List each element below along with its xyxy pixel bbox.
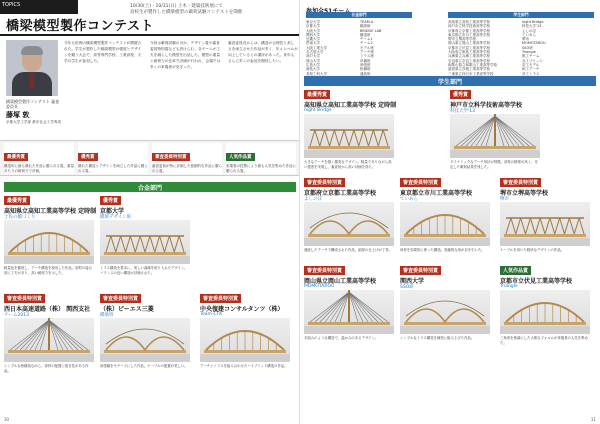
school-name: 関西大学 (400, 278, 425, 285)
header-lead: 高校生が製作した橋梁模型の載荷試験コンテストを開催 (130, 10, 243, 15)
participant-entry: 科技大学'13 (522, 24, 542, 29)
participant-entry: 摂南大学 (306, 41, 320, 46)
team-name: 堺市 (500, 197, 509, 202)
participant-entry: チーム2 (360, 41, 373, 46)
team-name: 科技大学'13 (450, 109, 475, 114)
participant-entry: BRIDGE LAB (360, 28, 382, 33)
participant-entry: 広島大学 (306, 62, 320, 67)
award-summary-badge: 最優秀賞 (4, 153, 28, 161)
award-badge: 審査委員特別賞 (400, 266, 441, 275)
participant-entry: 堺市立堺高等学校 (448, 37, 476, 42)
participant-entry: 徳島大学 (306, 67, 320, 72)
entry-description: 斜材を効果的に使った構造。独創的な形が目を引いた。 (400, 248, 485, 252)
participant-entry: 彦工トラス (522, 71, 540, 76)
team-name: よしのぼ (304, 197, 322, 202)
page-number: 31 (590, 417, 596, 422)
award-summary-text: 優れた構造とデザインを両立した作品に贈られる賞。 (78, 164, 148, 173)
school-name: 京都市立伏見工業高等学校 (500, 278, 573, 285)
participant-entry: 名古屋大学 (306, 50, 324, 55)
participant-entry: 堺市 (522, 37, 529, 42)
award-summary-item (4, 143, 74, 174)
school-name: （株）ピーエス三菱 (100, 306, 154, 313)
participant-entry: 大阪大学 (306, 28, 320, 33)
team-name: night Bridge (304, 108, 332, 113)
school-name: 堺市立堺高等学校 (500, 190, 549, 197)
school-name: 京都府立京都工業高等学校 (304, 190, 377, 197)
bridge-model-photo (4, 318, 94, 362)
intro-paragraph-2: 今回は載荷試験のほか、デザイン賞や審査委員特別賞なども設けられ、各チームが工夫を凝らした模型を出品した。模型の重量と耐荷力の比率で評価が行われ、会場では多くの来場者が見守った。 (150, 41, 221, 69)
award-badge: 優秀賞 (100, 196, 121, 205)
award-badge: 最優秀賞 (304, 90, 330, 99)
participant-entry: 連続班 (360, 71, 371, 76)
participant-entry: 奈工モデル (522, 62, 540, 67)
entry-description: シンプルなトラス構造を緻密に組み上げた作品。 (400, 336, 475, 340)
participant-entry: 岡山大学 (306, 58, 320, 63)
award-summary-item (226, 143, 296, 174)
team-name: チーム2013 (4, 313, 29, 318)
entry-description: 連続したアーチで構成された作品。細部の仕上げが丁寧。 (304, 248, 393, 252)
school-name: 西日本高速道路（株） 関西支社 (4, 306, 91, 313)
intro-paragraph-3: 審査委員長からは、構造の合理性と美しさを両立させた作品が多く、年々レベルが向上しているとの講評があった。来年もさらに多くの参加を期待したい。 (228, 41, 298, 63)
section-title: 合金部門 (137, 185, 163, 192)
participants-list (448, 20, 520, 80)
entry-description: アーチとトラスを組み合わせたハイブリッド構造の作品。 (200, 364, 288, 368)
award-summary-badge: 審査委員特別賞 (152, 153, 190, 161)
entry-description: 三角形を基調にした大胆なフォルムが来場者の人気を集めた。 (500, 336, 588, 345)
school-name: 神戸市立科学技術高等学校 (450, 102, 523, 109)
entry-description: 軽量化を徹底し、アーチ構造を採用した作品。部材の接合部に工夫があり、高い耐荷力を示した。 (4, 266, 93, 275)
participants-head: 合金部門 (306, 12, 412, 18)
participant-entry: 関西大学 (306, 32, 320, 37)
award-summary-text: 審査委員が特に評価した独創的な作品に贈られる賞。 (152, 164, 222, 173)
section-header-left (4, 182, 296, 192)
intro-paragraph-1: 今年も恒例の橋梁模型製作コンテストが開催された。学生が製作した橋梁模型の強度とデザインを競う大会で、高等専門学校、工業高校、大学の学生が参加した。 (64, 41, 142, 63)
team-name: 土佐の橋づくり (4, 215, 36, 220)
participants-list (306, 20, 358, 80)
bridge-model-photo (450, 114, 540, 158)
bridge-model-photo (400, 202, 490, 246)
school-name: 高知県立高知工業高等学校 定時制 (304, 102, 397, 109)
entry-description: ケーブルを用いた軽快なデザインの作品。 (500, 248, 564, 252)
participant-entry: 大阪府立都島工業高等学校 (448, 50, 490, 55)
judge-affiliation: 京都大学工学部 都市社会工学専攻 (6, 120, 62, 124)
participant-entry: 京都市立伏見工業高等学校 (448, 45, 490, 50)
award-badge: 最優秀賞 (4, 196, 30, 205)
entry-description: ダイナミックなアーチ形状が特徴。部材の精度が高く、安定した載荷結果を残した。 (450, 160, 538, 169)
bridge-model-photo (304, 290, 394, 334)
entry-description: 大きなアーチを描く優美なデザイン。軽量でありながら高い強度を実現し、審査員から高い評価を得た。 (304, 160, 392, 169)
entry-description: シンプルな桁構造ながら、部材の配置に独自性がある作品。 (4, 364, 89, 373)
award-summary-text: 構造的に最も優れた作品に贈られる賞。重量あたりの耐荷力で評価。 (4, 164, 74, 173)
award-summary-text: 来場者の投票により最も人気を集めた作品に贈られる賞。 (226, 164, 296, 173)
school-name: 高知県立高知工業高等学校 定時制 (4, 208, 97, 215)
bridge-model-photo (4, 220, 94, 264)
participant-entry: 吊橋班 (360, 58, 371, 63)
team-name: SSO研 (400, 285, 414, 290)
participant-entry: TEAM-A (360, 20, 374, 24)
team-name: Team-CFK (200, 312, 223, 317)
page-header (0, 0, 300, 14)
participant-entry: 斜張班 (360, 62, 371, 67)
participants-list (522, 20, 594, 80)
award-summary-item (78, 143, 148, 174)
header-tag: TOPICS (2, 2, 21, 8)
team-name: 橋梁デザイン班 (100, 215, 132, 220)
bridge-model-photo (100, 318, 190, 362)
participant-entry: トラス班 (360, 54, 374, 59)
bridge-model-photo (304, 202, 394, 246)
award-summary-item (152, 143, 222, 174)
award-summary-badge: 人気作品賞 (226, 153, 255, 161)
participant-entry: ていあら (522, 32, 536, 37)
award-badge: 人気作品賞 (500, 266, 531, 275)
participant-entry: 奈良県立奈良工業高等学校 (448, 58, 490, 63)
award-badge: 優秀賞 (450, 90, 471, 99)
header-date: 10/30(土)・10/31(日) 土木・建築技術展にて (130, 4, 223, 9)
participant-entry: Triangle (522, 50, 536, 55)
participant-entry: チーム1 (360, 37, 373, 42)
participant-entry: 兵庫県立兵庫工業高等学校 (448, 54, 490, 59)
award-badge: 審査委員特別賞 (200, 294, 241, 303)
entry-description: 斜張橋をモチーフにした作品。ケーブルの配置が美しい。 (100, 364, 188, 368)
section-title: 学生部門 (437, 79, 463, 86)
team-name: Triangle (500, 284, 518, 289)
school-name: 岡山県立岡山工業高等学校 (304, 278, 377, 285)
participant-entry: 東京都立市川工業高等学校 (448, 32, 490, 37)
team-name: 橋梁班 (100, 313, 114, 318)
participant-entry: 高知県立高知工業高等学校 (448, 20, 490, 24)
participant-entry: 神戸市立科学技術高等学校 (448, 24, 490, 29)
participant-entry: 橋梁研 (360, 24, 371, 29)
participant-entry: 都工チーム (522, 54, 540, 59)
participant-entry: 桁橋班 (360, 67, 371, 72)
participant-entry: 和工アーチ (522, 67, 540, 72)
participant-entry: モデル班 (360, 45, 374, 50)
article-title: 橋梁模型製作コンテスト (6, 19, 154, 34)
team-name: MOMOTAROU (304, 284, 335, 289)
award-summary-badge: 優秀賞 (78, 153, 98, 161)
bridge-model-photo (200, 318, 290, 362)
page-number: 30 (4, 417, 10, 422)
participant-entry: 三重県立四日市工業高等学校 (448, 71, 494, 76)
participant-entry: 和歌山県立和歌山工業高等学校 (448, 62, 497, 67)
participant-entry: SSO研 (522, 45, 533, 50)
school-name: 東京都立市川工業高等学校 (400, 190, 473, 197)
participant-entry: 兵工ブリッジ (522, 58, 543, 63)
bridge-model-photo (500, 290, 590, 334)
participant-entry: 京都府立京都工業高等学校 (448, 28, 490, 33)
bridge-model-photo (500, 202, 590, 246)
judge-photo (6, 40, 58, 96)
team-name: ていあら (400, 197, 418, 202)
award-badge: 審査委員特別賞 (100, 294, 141, 303)
participant-entry: 近畿大学 (306, 37, 320, 42)
award-badge: 審査委員特別賞 (500, 178, 541, 187)
participant-entry: 神戸大学 (306, 54, 320, 59)
participant-entry: 大阪工業大学 (306, 45, 327, 50)
award-badge: 審査委員特別賞 (304, 266, 345, 275)
participant-entry: 京都大学 (306, 24, 320, 29)
participants-head: 学生部門 (448, 12, 594, 18)
right-page (300, 0, 600, 424)
bridge-model-photo (304, 114, 394, 158)
school-name: 中央復建コンサルタンツ（株） (200, 306, 284, 313)
award-badge: 審査委員特別賞 (4, 294, 45, 303)
participant-entry: night Bridge (522, 20, 544, 24)
participant-entry: 滋賀県立彦根工業高等学校 (448, 67, 490, 72)
participant-entry: 高知工科大学 (306, 71, 327, 76)
section-header-right (304, 76, 596, 86)
award-badge: 審査委員特別賞 (400, 178, 441, 187)
participant-entry: 構造研 (360, 32, 371, 37)
participant-entry: アーチ班 (360, 50, 374, 55)
bridge-model-photo (100, 220, 190, 264)
participants-list (360, 20, 412, 80)
entry-description: 木組みのような構造で、温かみのあるデザイン。 (304, 336, 379, 340)
title-divider (0, 34, 300, 36)
bridge-model-photo (400, 290, 490, 334)
participant-entry: 東京大学 (306, 20, 320, 24)
participant-entry: MOMOTAROU (522, 41, 546, 46)
judge-name: 藤塚 敦 (6, 111, 30, 119)
award-badge: 審査委員特別賞 (304, 178, 345, 187)
participant-entry: よしのぼ (522, 28, 536, 33)
entry-description: トラス構造を基本に、美しい曲線を取り入れたデザイン。バランスの良い構造が評価された。 (100, 266, 188, 275)
judge-role: 橋梁模型製作コンテスト 審査委員長 (6, 99, 60, 109)
school-name: 京都大学 (100, 208, 125, 215)
participant-entry: 岡山県立岡山工業高等学校 (448, 41, 490, 46)
